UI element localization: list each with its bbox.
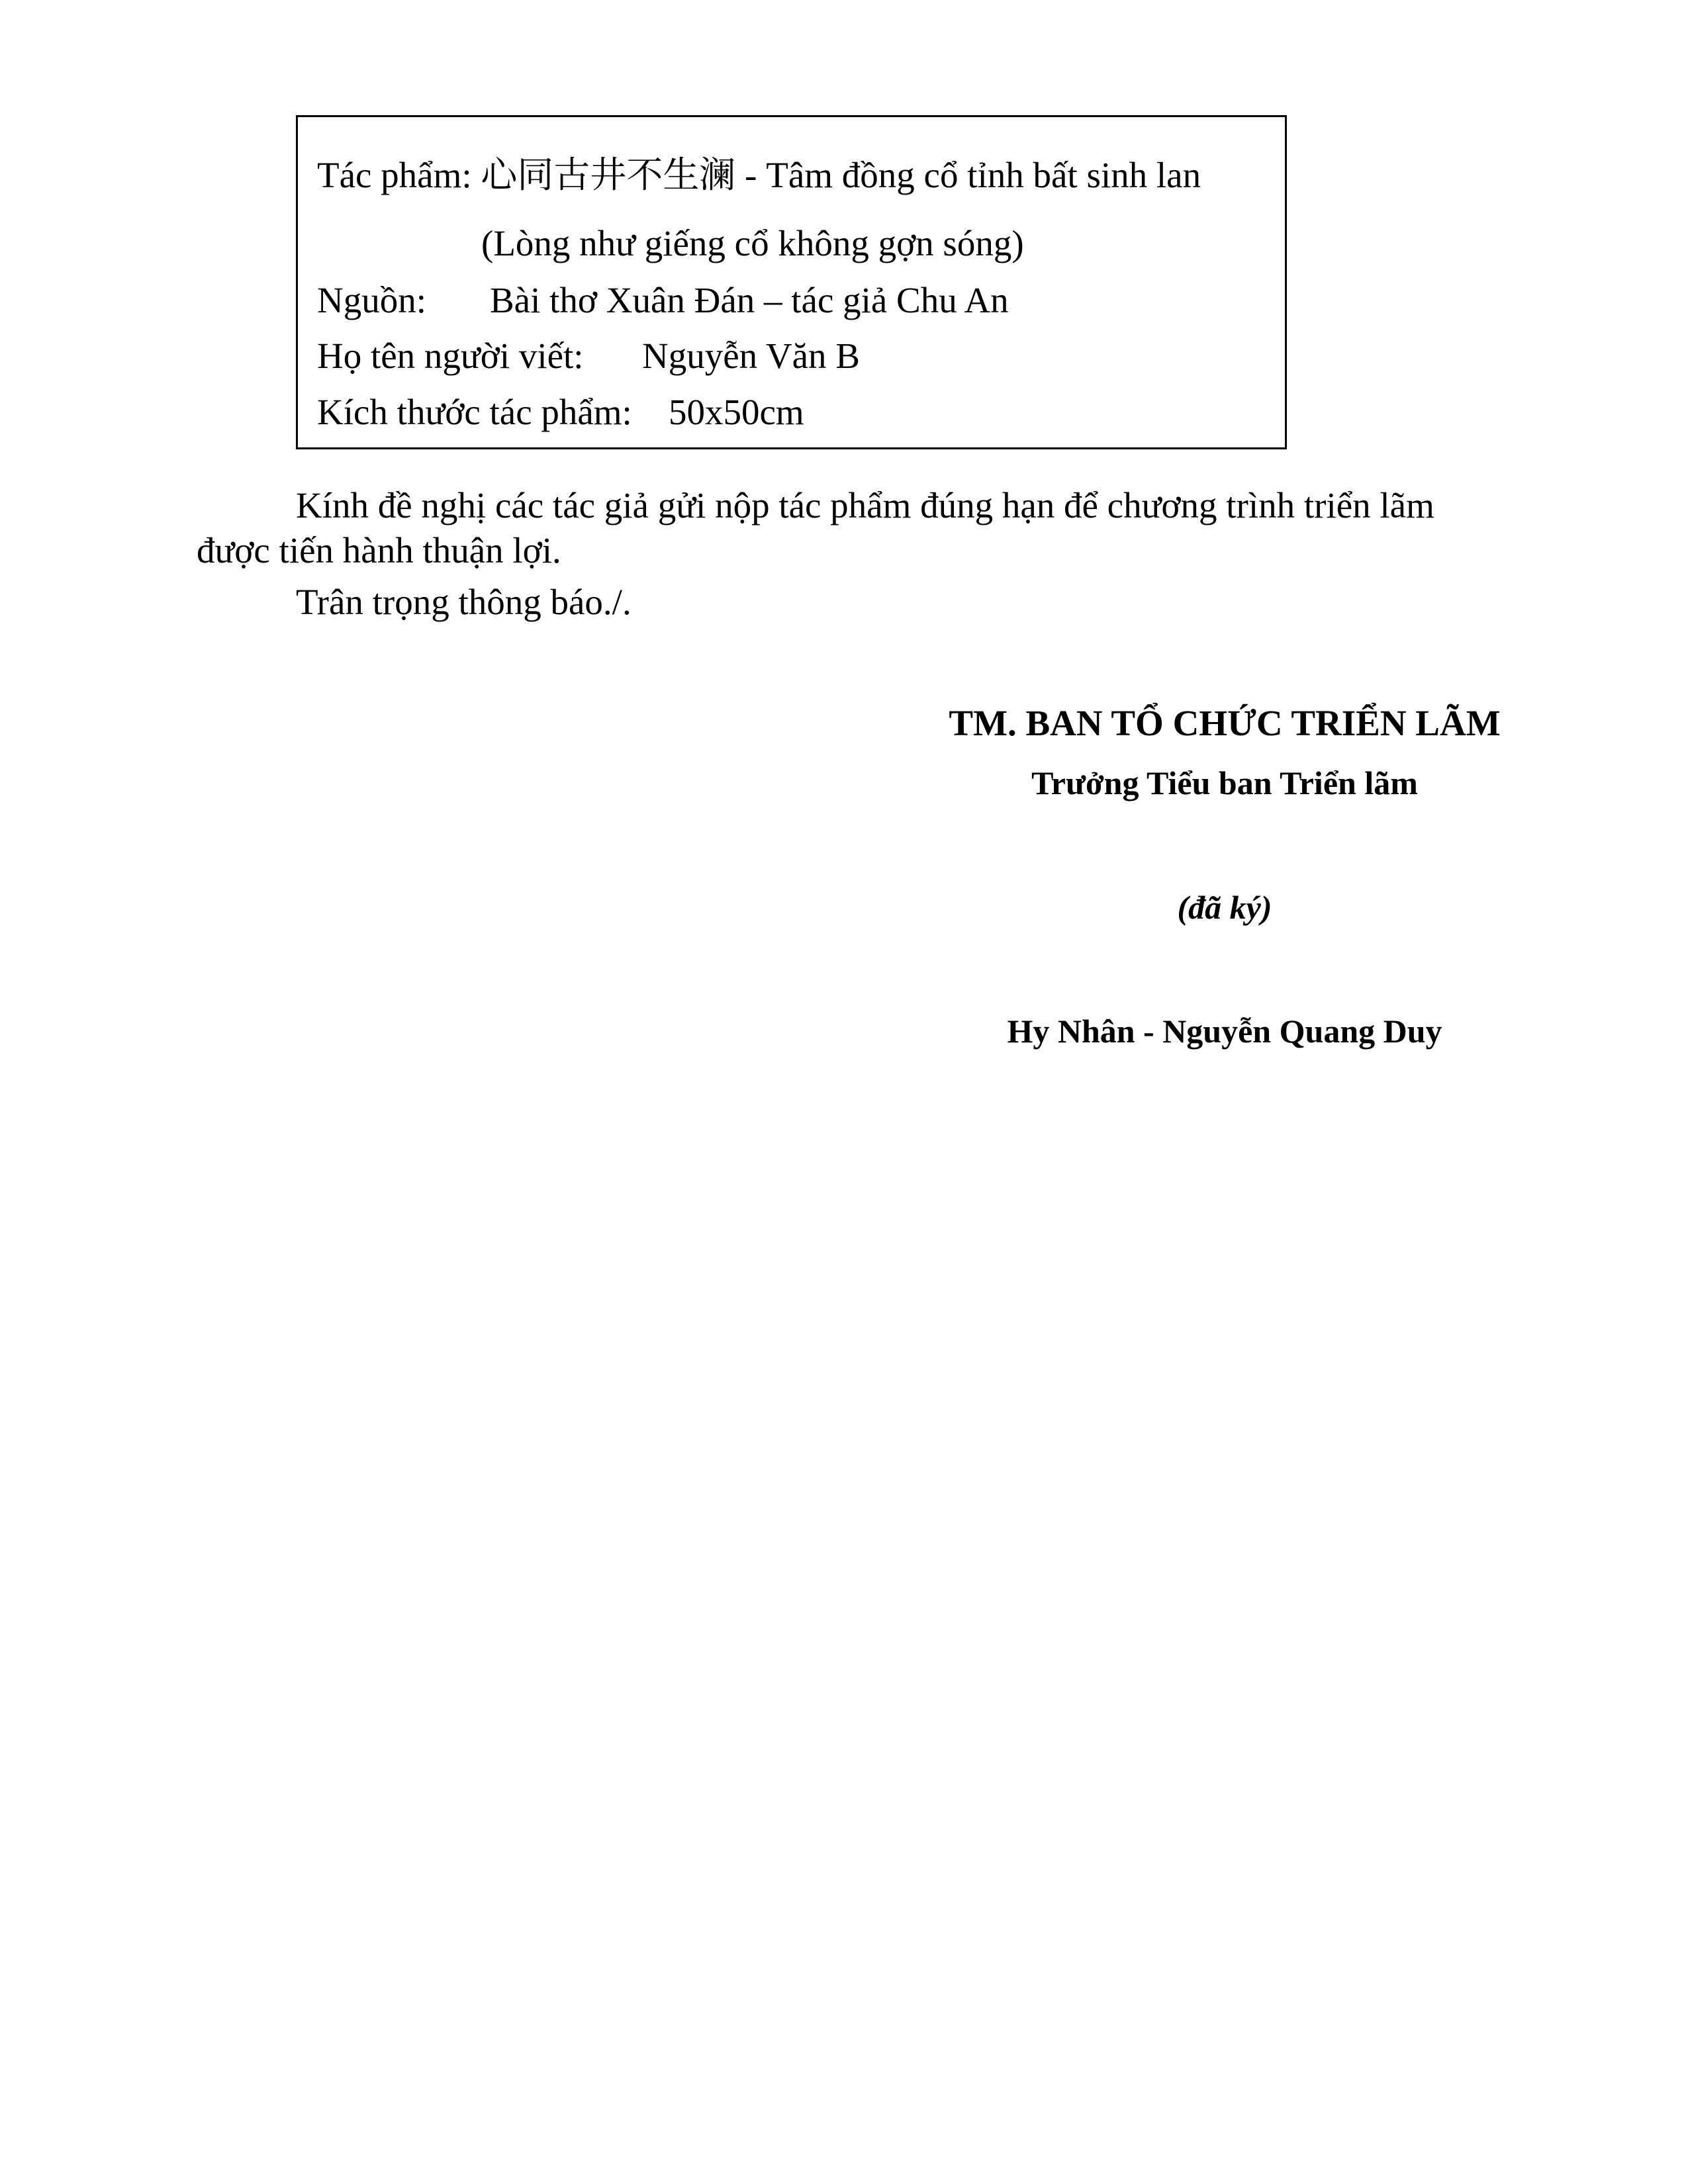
request-paragraph-line2: được tiến hành thuận lợi. — [197, 530, 561, 570]
work-meaning: (Lòng như giếng cổ không gợn sóng) — [481, 223, 1024, 263]
writer-line — [317, 336, 860, 376]
work-label: Tác phẩm: — [317, 155, 481, 195]
signature-org: TM. BAN TỔ CHỨC TRIỂN LÃM — [949, 703, 1501, 743]
source-value: Bài thơ Xuân Đán – tác giả Chu An — [490, 280, 1009, 320]
request-paragraph-line1: Kính đề nghị các tác giả gửi nộp tác phẩm đúng hạn để chương trình triển lãm — [296, 485, 1434, 525]
signed-note: (đã ký) — [1177, 889, 1272, 926]
size-label: Kích thước tác phẩm: — [317, 392, 632, 432]
work-title-vietnamese: - Tâm đồng cổ tỉnh bất sinh lan — [735, 155, 1201, 195]
source-line — [317, 281, 1009, 320]
size-line — [317, 392, 804, 432]
writer-label: Họ tên người viết: — [317, 336, 584, 376]
writer-value: Nguyễn Văn B — [642, 336, 860, 376]
work-title-chinese: 心同古井不生澜 — [481, 154, 736, 196]
source-label: Nguồn: — [317, 280, 426, 320]
size-value: 50x50cm — [669, 392, 804, 432]
work-title-line — [317, 155, 1201, 195]
closing-line: Trân trọng thông báo./. — [296, 582, 632, 622]
signer-name: Hy Nhân - Nguyễn Quang Duy — [1007, 1013, 1442, 1050]
signature-position: Trưởng Tiểu ban Triển lãm — [1031, 764, 1418, 801]
